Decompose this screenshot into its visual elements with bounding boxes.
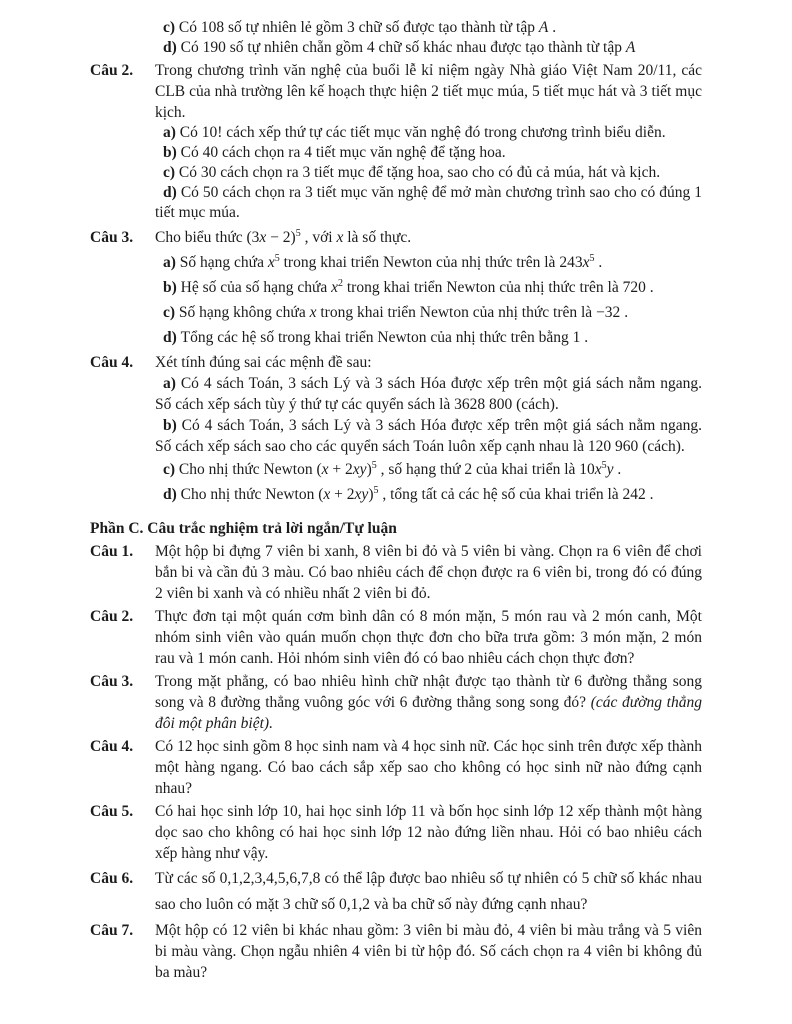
text-run: Trong chương trình văn nghệ của buổi lễ kỉ niệm ngày Nhà giáo Việt Nam 20/11, các CLB của nhà trường lên kế hoạch thực hiện 2 tiết mục múa, 5 tiết mục hát và 3 tiết mục kịch. <box>155 62 702 121</box>
question-text <box>155 225 702 250</box>
text-run: + 2 <box>330 486 355 503</box>
statement-item <box>90 163 702 183</box>
item-label: d) <box>163 486 181 503</box>
statement-item <box>90 143 702 163</box>
text-run: . <box>645 279 654 296</box>
text-run: Có 10! cách xếp thứ tự các tiết mục văn nghệ đó trong chương trình biểu diễn. <box>179 124 666 141</box>
text-run: . <box>613 461 622 478</box>
statement-item <box>90 457 702 482</box>
item-label: c) <box>163 461 179 478</box>
question-paragraph <box>90 866 702 918</box>
text-run: 243 <box>559 254 583 271</box>
text-run: ) <box>366 461 372 478</box>
question-label: Câu 3. <box>90 673 134 690</box>
text-run: , với <box>300 229 337 246</box>
text-run: , tổng tất cả các hệ số của khai triển là <box>378 486 623 503</box>
superscript-exponent: 5 <box>373 484 379 496</box>
text-run: Cho nhị thức Newton <box>178 461 317 478</box>
text-run: Có 4 sách Toán, 3 sách Lý và 3 sách Hóa được xếp trên một giá sách nằm ngang. Số cách xếp sách sao cho các quyển sách Toán luôn xếp cạnh nhau là 120 960 (cách). <box>155 417 702 455</box>
text-run: − 2) <box>266 229 296 246</box>
document-content <box>90 18 702 983</box>
math-or-italic-run: (các đường thẳng đôi một phân biệt). <box>155 694 702 732</box>
item-label: a) <box>163 124 180 141</box>
math-or-italic-run: A <box>538 19 549 36</box>
question-label: Câu 1. <box>90 543 134 560</box>
math-or-italic-run: A <box>625 39 636 56</box>
question-label: Câu 6. <box>90 870 134 887</box>
question-label: Câu 7. <box>90 922 134 939</box>
superscript-exponent: 5 <box>295 227 301 239</box>
question-label: Câu 2. <box>90 608 134 625</box>
section-heading <box>90 518 702 539</box>
text-run: Phần C. Câu trắc nghiệm trả lời ngắn/Tự luận <box>90 520 397 537</box>
text-run: . <box>548 19 557 36</box>
question-paragraph <box>90 606 702 669</box>
question-text <box>155 866 702 918</box>
question-text <box>155 541 702 604</box>
text-run: Có 190 số tự nhiên chẵn gồm 4 chữ số khác nhau được tạo thành từ tập <box>180 39 626 56</box>
item-label: d) <box>163 39 181 56</box>
text-run: ( <box>316 461 322 478</box>
item-label: c) <box>163 164 179 181</box>
math-or-italic-run: x <box>259 229 267 246</box>
text-run: ( <box>318 486 324 503</box>
text-run: + 2 <box>328 461 353 478</box>
superscript-exponent: 5 <box>601 459 607 471</box>
text-run: Một hộp có 12 viên bi khác nhau gồm: 3 viên bi màu đỏ, 4 viên bi màu trắng và 5 viên bi màu vàng. Chọn ngẫu nhiên 4 viên bi từ hộp đó. Số cách chọn ra 4 viên bi không đủ ba màu? <box>155 922 702 981</box>
text-run: Có 50 cách chọn ra 3 tiết mục văn nghệ để mở màn chương trình sao cho có đúng 1 tiết mục múa. <box>155 184 702 221</box>
text-run: trong khai triển Newton của nhị thức trên là <box>279 254 560 271</box>
text-run: Có 108 số tự nhiên lẻ gồm 3 chữ số được tạo thành từ tập <box>178 19 539 36</box>
text-run: Có 4 sách Toán, 3 sách Lý và 3 sách Hóa được xếp trên một giá sách nằm ngang. Số cách xếp sách tùy ý thứ tự các quyển sách là 3628 800 (cách). <box>155 375 702 413</box>
question-paragraph <box>90 736 702 799</box>
text-run: Trong mặt phẳng, có bao nhiêu hình chữ nhật được tạo thành từ 6 đường thẳng song song và 8 đường thẳng vuông góc với 6 đường thẳng song song đó? <box>155 673 702 711</box>
text-run: 1 <box>572 329 581 346</box>
text-run: . <box>580 329 589 346</box>
superscript-exponent: 5 <box>589 252 595 264</box>
math-or-italic-run: y <box>606 461 614 478</box>
question-paragraph <box>90 352 702 373</box>
question-paragraph <box>90 920 702 983</box>
text-run: 10 <box>579 461 595 478</box>
text-run: Thực đơn tại một quán cơm bình dân có 8 món mặn, 5 món rau và 2 món canh, Một nhóm sinh viên vào quán muốn chọn thực đơn cho bữa trưa gồm: 3 món mặn, 2 món rau và 1 món canh. Hỏi nhóm sinh viên đó có bao nhiêu cách chọn thực đơn? <box>155 608 702 667</box>
item-label: b) <box>163 144 181 161</box>
statement-item <box>90 38 702 58</box>
item-label: c) <box>163 304 179 321</box>
question-paragraph <box>90 541 702 604</box>
math-or-italic-run: xy <box>352 461 367 478</box>
text-run: . <box>594 254 603 271</box>
text-run: Số hạng không chứa <box>178 304 310 321</box>
question-label: Câu 2. <box>90 62 134 79</box>
math-or-italic-run: x <box>594 461 602 478</box>
text-run: Cho biểu thức <box>155 229 247 246</box>
text-run: −32 <box>596 304 621 321</box>
text-run: Xét tính đúng sai các mệnh đề sau: <box>155 354 372 371</box>
question-paragraph <box>90 225 702 250</box>
statement-item <box>90 482 702 507</box>
question-text <box>155 352 702 373</box>
text-run: 720 <box>622 279 646 296</box>
statement-item <box>90 415 702 457</box>
text-run: (3 <box>246 229 260 246</box>
math-or-italic-run: x <box>331 279 338 296</box>
text-run: . <box>645 486 654 503</box>
statement-item <box>90 250 702 275</box>
question-label: Câu 3. <box>90 229 134 246</box>
item-label: b) <box>163 417 182 434</box>
question-text <box>155 60 702 123</box>
question-text <box>155 920 702 983</box>
question-paragraph <box>90 801 702 864</box>
text-run: Có 12 học sinh gồm 8 học sinh nam và 4 học sinh nữ. Các học sinh trên được xếp thành một hàng ngang. Có bao cách sắp xếp sao cho không có học sinh nữ nào đứng cạnh nhau? <box>155 738 702 797</box>
text-run: ) <box>368 486 374 503</box>
text-run: Một hộp bi đựng 7 viên bi xanh, 8 viên bi đỏ và 5 viên bi vàng. Chọn ra 6 viên để chơi bắn bi và cần đủ 3 màu. Có bao nhiêu cách để chọn được ra 6 viên bi, trong đó có đúng 2 viên bi xanh và có nhiều nhất 2 viên bi đỏ. <box>155 543 702 602</box>
text-run: Có 30 cách chọn ra 3 tiết mục để tặng hoa, sao cho có đủ cả múa, hát và kịch. <box>178 164 661 181</box>
statement-item <box>90 183 702 223</box>
item-label: c) <box>163 19 179 36</box>
text-run: Có hai học sinh lớp 10, hai học sinh lớp 11 và bốn học sinh lớp 12 xếp thành một hàng dọc sao cho không có hai học sinh lớp 12 nào đứng liền nhau. Hỏi có bao nhiêu cách xếp hàng như vậy. <box>155 803 702 862</box>
item-label: d) <box>163 329 181 346</box>
question-label: Câu 4. <box>90 354 134 371</box>
math-or-italic-run: x <box>309 304 317 321</box>
math-or-italic-run: x <box>323 486 331 503</box>
statement-item <box>90 300 702 325</box>
text-run: Có 40 cách chọn ra 4 tiết mục văn nghệ để tặng hoa. <box>180 144 506 161</box>
text-run: . <box>620 304 629 321</box>
question-text <box>155 801 702 864</box>
statement-item <box>90 325 702 350</box>
text-run: Cho nhị thức Newton <box>180 486 319 503</box>
question-label: Câu 5. <box>90 803 134 820</box>
question-paragraph <box>90 671 702 734</box>
item-label: b) <box>163 279 181 296</box>
text-run: Hệ số của số hạng chứa <box>180 279 332 296</box>
math-or-italic-run: x <box>336 229 344 246</box>
text-run: là số thực. <box>343 229 412 246</box>
superscript-exponent: 5 <box>274 252 280 264</box>
statement-item <box>90 275 702 300</box>
statement-item <box>90 373 702 415</box>
math-or-italic-run: x <box>582 254 590 271</box>
statement-item <box>90 123 702 143</box>
superscript-exponent: 5 <box>371 459 377 471</box>
math-or-italic-run: x <box>267 254 275 271</box>
text-run: Tổng các hệ số trong khai triển Newton của nhị thức trên bằng <box>180 329 573 346</box>
text-run: 242 <box>622 486 646 503</box>
superscript-exponent: 2 <box>338 277 343 289</box>
statement-item <box>90 18 702 38</box>
item-label: d) <box>163 184 181 201</box>
text-run: trong khai triển Newton của nhị thức trên là <box>343 279 623 296</box>
question-paragraph <box>90 60 702 123</box>
math-or-italic-run: x <box>321 461 329 478</box>
question-label: Câu 4. <box>90 738 134 755</box>
question-text <box>155 736 702 799</box>
item-label: a) <box>163 375 181 392</box>
question-text <box>155 671 702 734</box>
item-label: a) <box>163 254 180 271</box>
text-run: Số hạng chứa <box>179 254 268 271</box>
math-or-italic-run: xy <box>354 486 369 503</box>
text-run: trong khai triển Newton của nhị thức trên là <box>316 304 597 321</box>
text-run: Từ các số 0,1,2,3,4,5,6,7,8 có thể lập được bao nhiêu số tự nhiên có 5 chữ số khác nhau sao cho luôn có mặt 3 chữ số 0,1,2 và ba chữ số này đứng cạnh nhau? <box>155 870 702 913</box>
text-run: , số hạng thứ 2 của khai triển là <box>376 461 580 478</box>
question-text <box>155 606 702 669</box>
